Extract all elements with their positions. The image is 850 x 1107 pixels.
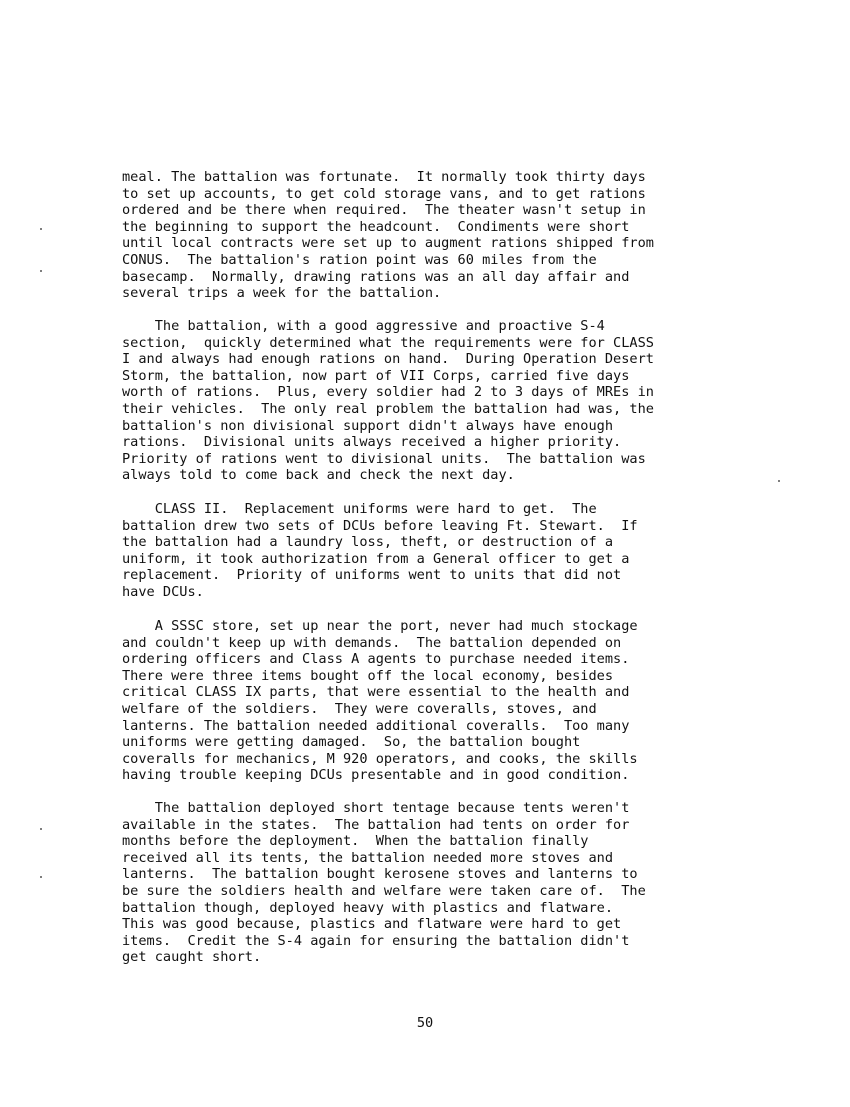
text-line: welfare of the soldiers. They were coveralls, stoves, and bbox=[122, 700, 597, 717]
text-line: CONUS. The battalion's ration point was 60 miles from the bbox=[122, 251, 597, 268]
text-line: section, quickly determined what the requirements were for CLASS bbox=[122, 334, 654, 351]
scan-speck bbox=[778, 480, 780, 482]
text-line: lanterns. The battalion bought kerosene stoves and lanterns to bbox=[122, 866, 638, 883]
text-line: A SSSC store, set up near the port, never had much stockage bbox=[122, 618, 638, 634]
text-line: ordering officers and Class A agents to purchase needed items. bbox=[122, 651, 630, 668]
text-line: received all its tents, the battalion needed more stoves and bbox=[122, 849, 614, 866]
text-line: ordered and be there when required. The theater wasn't setup in bbox=[122, 202, 646, 219]
paragraph-tentage bbox=[122, 800, 792, 966]
text-line: CLASS II. Replacement uniforms were hard to get. The bbox=[122, 501, 597, 517]
text-line: This was good because, plastics and flatware were hard to get bbox=[122, 916, 622, 933]
text-line: their vehicles. The only real problem the battalion had was, the bbox=[122, 400, 654, 417]
text-line: the battalion had a laundry loss, theft, or destruction of a bbox=[122, 534, 614, 551]
text-line: items. Credit the S-4 again for ensuring the battalion didn't bbox=[122, 932, 630, 949]
text-line: months before the deployment. When the battalion finally bbox=[122, 833, 589, 850]
text-line: uniform, it took authorization from a General officer to get a bbox=[122, 550, 630, 567]
text-line: the beginning to support the headcount. Condiments were short bbox=[122, 218, 630, 235]
text-line: until local contracts were set up to augment rations shipped from bbox=[122, 235, 654, 252]
paragraph-class-i bbox=[122, 318, 792, 484]
text-line: basecamp. Normally, drawing rations was an all day affair and bbox=[122, 268, 630, 285]
text-line: be sure the soldiers health and welfare were taken care of. The bbox=[122, 882, 646, 899]
text-line: have DCUs. bbox=[122, 583, 204, 600]
scan-speck bbox=[40, 270, 42, 272]
scan-speck bbox=[40, 828, 42, 830]
text-line: rations. Divisional units always received a higher priority. bbox=[122, 434, 622, 451]
paragraph-sssc-store bbox=[122, 618, 792, 784]
text-line: lanterns. The battalion needed additional coveralls. Too many bbox=[122, 717, 630, 734]
text-line: get caught short. bbox=[122, 949, 262, 966]
text-line: meal. The battalion was fortunate. It normally took thirty days bbox=[122, 169, 646, 185]
text-line: I and always had enough rations on hand. During Operation Desert bbox=[122, 351, 654, 368]
text-line: battalion's non divisional support didn't always have enough bbox=[122, 417, 614, 434]
text-line: available in the states. The battalion had tents on order for bbox=[122, 816, 630, 833]
text-line: having trouble keeping DCUs presentable and in good condition. bbox=[122, 767, 630, 784]
text-line: Storm, the battalion, now part of VII Corps, carried five days bbox=[122, 367, 630, 384]
paragraph-rations-setup bbox=[122, 169, 792, 302]
text-line: several trips a week for the battalion. bbox=[122, 285, 442, 302]
text-line: battalion though, deployed heavy with plastics and flatware. bbox=[122, 899, 614, 916]
scan-speck bbox=[40, 228, 42, 230]
text-line: to set up accounts, to get cold storage vans, and to get rations bbox=[122, 185, 646, 202]
paragraph-class-ii bbox=[122, 501, 792, 601]
text-line: uniforms were getting damaged. So, the battalion bought bbox=[122, 734, 581, 751]
text-line: Priority of rations went to divisional units. The battalion was bbox=[122, 450, 646, 467]
text-line: and couldn't keep up with demands. The battalion depended on bbox=[122, 634, 622, 651]
page-number: 50 bbox=[416, 1015, 434, 1031]
text-line: always told to come back and check the next day. bbox=[122, 467, 515, 484]
text-line: battalion drew two sets of DCUs before leaving Ft. Stewart. If bbox=[122, 517, 638, 534]
text-line: worth of rations. Plus, every soldier had 2 to 3 days of MREs in bbox=[122, 384, 654, 401]
text-line: The battalion deployed short tentage because tents weren't bbox=[122, 800, 630, 816]
text-line: critical CLASS IX parts, that were essential to the health and bbox=[122, 684, 630, 701]
text-line: There were three items bought off the local economy, besides bbox=[122, 667, 614, 684]
scan-speck bbox=[40, 876, 42, 878]
text-line: replacement. Priority of uniforms went to units that did not bbox=[122, 567, 622, 584]
text-line: The battalion, with a good aggressive and proactive S-4 bbox=[122, 318, 605, 334]
text-line: coveralls for mechanics, M 920 operators, and cooks, the skills bbox=[122, 750, 638, 767]
